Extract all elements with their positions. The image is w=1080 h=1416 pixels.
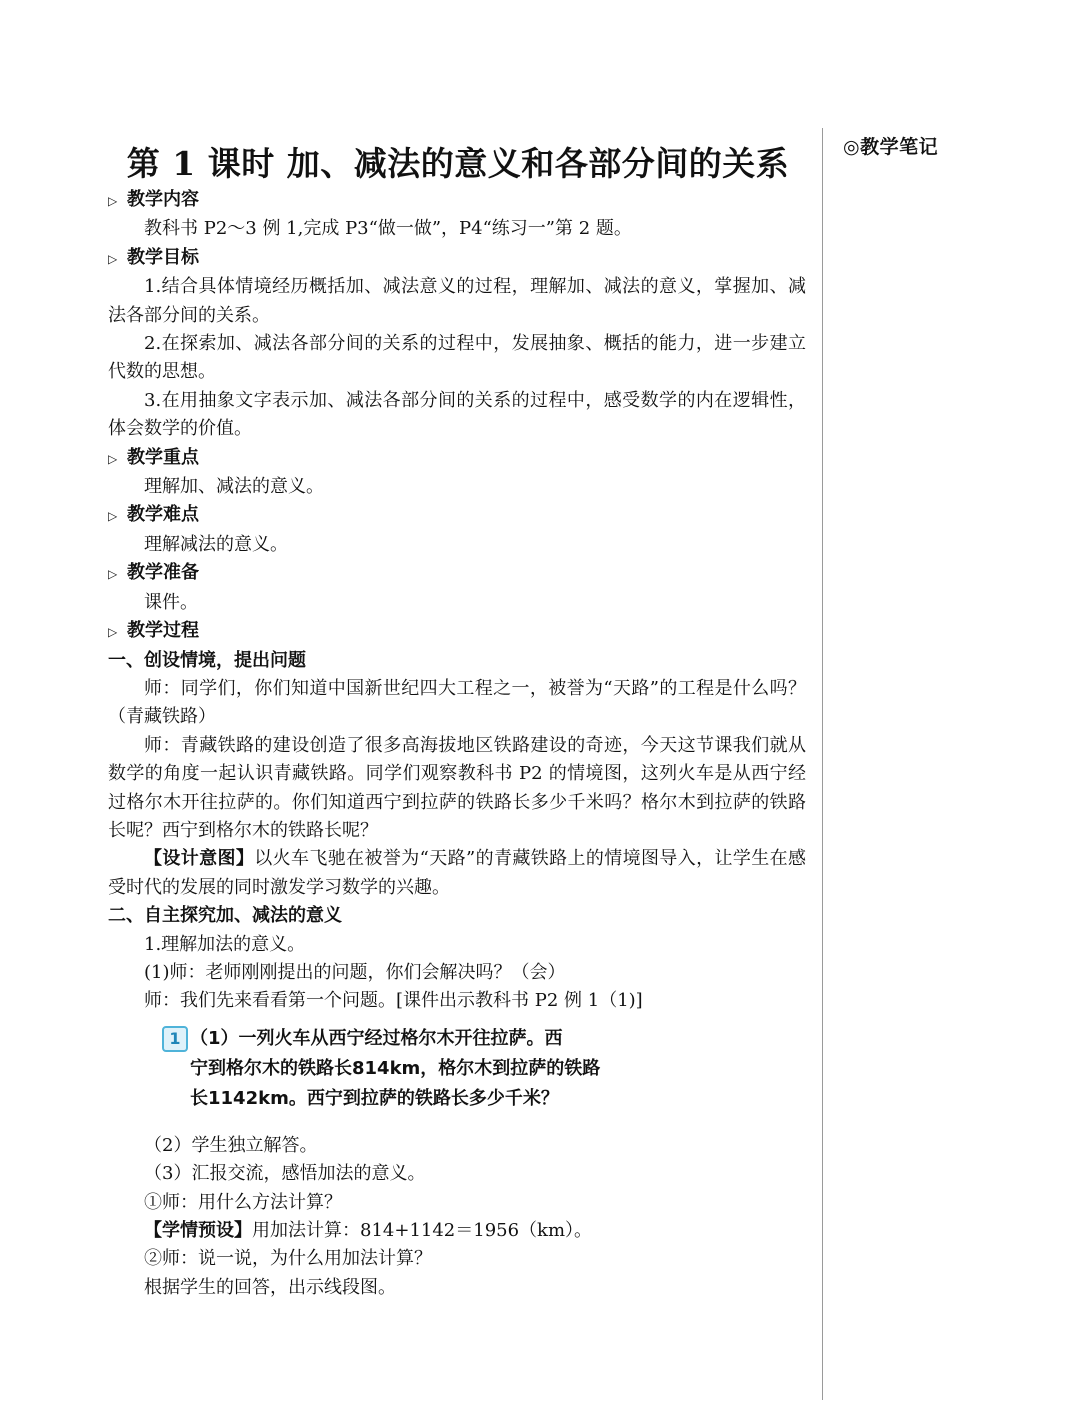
paragraph: 1.理解加法的意义。 <box>144 933 306 955</box>
teaching-notes-title: ◎教学笔记 <box>843 136 939 158</box>
section-heading-key: ▷ 教学重点 <box>108 444 806 473</box>
section-heading-process: ▷ 教学过程 <box>108 617 806 646</box>
part2-heading: 二、自主探究加、减法的意义 <box>108 905 342 927</box>
goal-item: 2.在探索加、减法各部分间的关系的过程中，发展抽象、概括的能力，进一步建立代数的思想。 <box>108 333 806 383</box>
design-intent-tag: 【设计意图】 <box>144 848 255 870</box>
section-heading-difficulty: ▷ 教学难点 <box>108 501 806 530</box>
goal-item: 1.结合具体情境经历概括加、减法意义的过程，理解加、减法的意义，掌握加、减法各部分间的关系。 <box>108 276 806 326</box>
example-line: （1）一列火车从西宁经过格尔木开往拉萨。西 <box>190 1027 563 1049</box>
example-line: 宁到格尔木的铁路长814km，格尔木到拉萨的铁路 <box>190 1057 601 1079</box>
column-divider <box>822 128 823 1400</box>
paragraph: 师：同学们，你们知道中国新世纪四大工程之一，被誉为“天路”的工程是什么吗？（青藏铁路） <box>108 677 806 728</box>
lesson-title: 第 1 课时 加、减法的意义和各部分间的关系 <box>126 144 790 183</box>
section-heading-content: ▷ 教学内容 <box>108 186 806 215</box>
paragraph: （2）学生独立解答。 <box>144 1134 318 1156</box>
example-box <box>156 1024 626 1114</box>
preset-line <box>108 1217 806 1245</box>
paragraph: ②师：说一说，为什么用加法计算？ <box>144 1248 432 1270</box>
prep-text: 课件。 <box>144 591 198 613</box>
design-intent-text: 以火车飞驰在被誉为“天路”的青藏铁路上的情境图导入，让学生在感受时代的发展的同时激发学习数学的兴趣。 <box>108 848 806 898</box>
example-line: 长1142km。西宁到拉萨的铁路长多少千米？ <box>190 1087 559 1109</box>
lesson-content <box>108 186 806 1302</box>
paragraph: （3）汇报交流，感悟加法的意义。 <box>144 1163 426 1185</box>
section-heading-goals: ▷ 教学目标 <box>108 244 806 273</box>
part1-heading: 一、创设情境，提出问题 <box>108 649 306 671</box>
triangle-icon: ▷ <box>108 509 118 524</box>
paragraph: 师：青藏铁路的建设创造了很多高海拔地区铁路建设的奇迹，今天这节课我们就从数学的角度一起认识青藏铁路。同学们观察教科书 P2 的情境图，这列火车是从西宁经过格尔木开往拉萨的。你们知道西宁到拉萨的铁路长多少千米吗？格尔木到拉萨的铁路长呢？西宁到格尔木的铁路长呢？ <box>108 734 806 841</box>
content-text: 教科书 P2～3 例 1,完成 P3“做一做”，P4“练习一”第 2 题。 <box>144 218 632 240</box>
triangle-icon: ▷ <box>108 251 118 266</box>
preset-tag: 【学情预设】 <box>144 1220 252 1241</box>
paragraph: 师：我们先来看看第一个问题。[课件出示教科书 P2 例 1（1)] <box>144 990 643 1012</box>
paragraph: (1)师：老师刚刚提出的问题，你们会解决吗？（会） <box>144 961 566 983</box>
preset-text: 用加法计算：814+1142＝1956（km）。 <box>252 1220 593 1241</box>
triangle-icon: ▷ <box>108 567 118 582</box>
goal-item: 3.在用抽象文字表示加、减法各部分间的关系的过程中，感受数学的内在逻辑性，体会数学的价值。 <box>108 389 806 440</box>
triangle-icon: ▷ <box>108 625 118 640</box>
paragraph: 根据学生的回答，出示线段图。 <box>144 1276 396 1298</box>
difficulty-text: 理解减法的意义。 <box>144 533 288 555</box>
key-text: 理解加、减法的意义。 <box>144 476 324 498</box>
design-intent <box>108 845 806 902</box>
triangle-icon: ▷ <box>108 451 118 466</box>
example-text <box>156 1024 626 1114</box>
section-heading-prep: ▷ 教学准备 <box>108 559 806 588</box>
paragraph: ①师：用什么方法计算？ <box>144 1191 342 1213</box>
example-number-icon: 1 <box>162 1026 188 1052</box>
triangle-icon: ▷ <box>108 194 118 208</box>
